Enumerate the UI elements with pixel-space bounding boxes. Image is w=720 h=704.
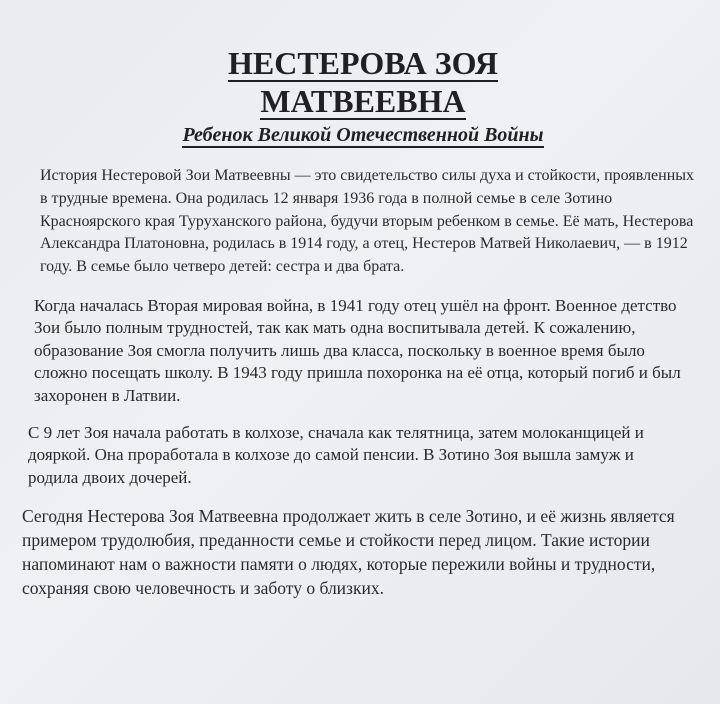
paragraph-3: С 9 лет Зоя начала работать в колхозе, сначала как телятница, затем молоканщицей и дояркой. Она проработала в колхозе до самой пенсии. В Зотино Зоя вышла замуж и родила двоих дочерей. (28, 423, 644, 487)
page-title (22, 44, 704, 120)
paragraph-1: История Нестеровой Зои Матвеевны — это свидетельство силы духа и стойкости, проявленных в трудные времена. Она родилась 12 января 1936 года в полной семье в селе Зотино Красноярского края Туруханского района, будучи вторым ребенком в семье. Её мать, Нестерова Александра Платоновна, родилась в 1914 году, а отец, Нестеров Матвей Николаевич, — в 1912 году. В семье было четверо детей: сестра и два брата. (40, 167, 695, 276)
subtitle-text: Ребенок Великой Отечественной Войны (182, 124, 544, 146)
page-subtitle (22, 124, 704, 147)
paragraph-2: Когда началась Вторая мировая война, в 1941 году отец ушёл на фронт. Военное детство Зои было полным трудностей, так как мать одна воспитывала детей. К сожалению, образование Зоя смогла получить лишь два класса, поскольку в военное время было сложно посещать школу. В 1943 году пришла похоронка на её отца, который погиб и был захоронен в Латвии. (34, 295, 681, 405)
title-line-2: МАТВЕЕВНА (260, 83, 466, 119)
title-line-1: НЕСТЕРОВА ЗОЯ (227, 45, 498, 81)
paragraph-4: Сегодня Нестерова Зоя Матвеевна продолжает жить в селе Зотино, и её жизнь является примером трудолюбия, преданности семье и стойкости перед лицом. Такие истории напоминают нам о важности памяти о людях, которые пережили войны и трудности, сохраняя свою человечность и заботу о близких. (22, 506, 675, 599)
